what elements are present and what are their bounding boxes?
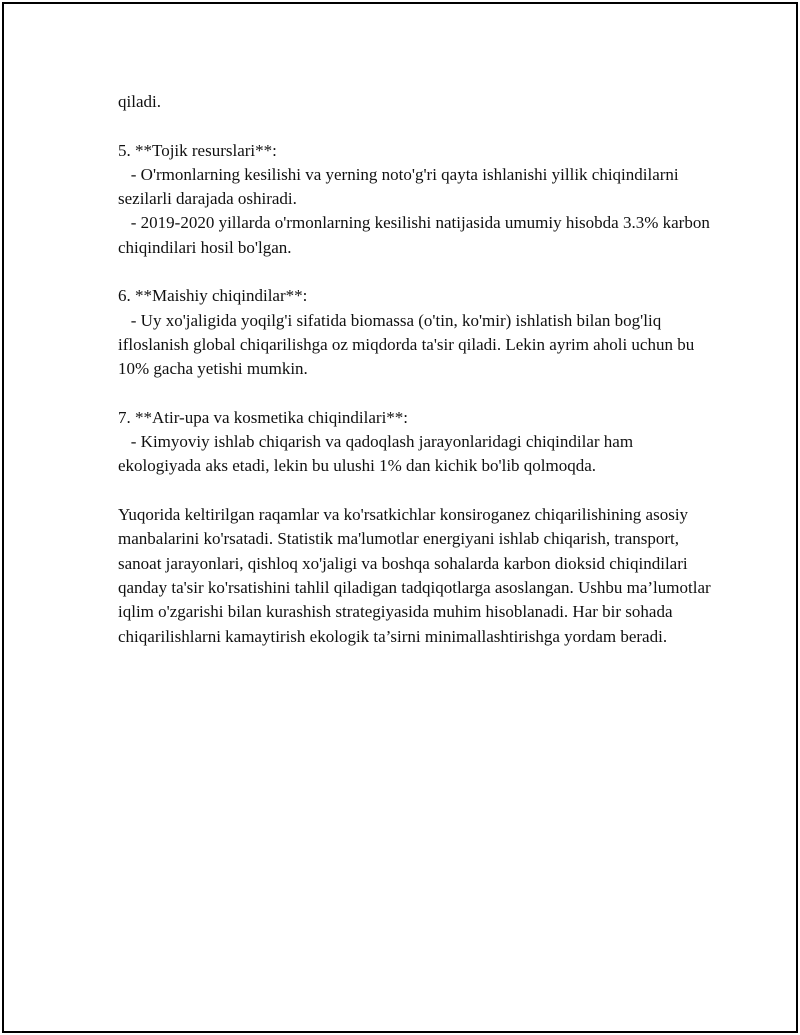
section-5-heading: 5. **Tojik resurslari**:	[118, 140, 277, 160]
paragraph-gap	[118, 479, 718, 503]
section-6-bullet-1: - Uy xo'jaligida yoqilg'i sifatida biomassa (o'tin, ko'mir) ishlatish bilan bog'liq ifloslanish global chiqarilishga oz miqdorda ta'sir qiladi. Lekin ayrim aholi uchun bu 10% gacha yetishi mumkin.	[118, 310, 699, 379]
paragraph-gap	[118, 114, 718, 138]
section-7-heading: 7. **Atir-upa va kosmetika chiqindilari**:	[118, 407, 409, 427]
section-6-heading: 6. **Maishiy chiqindilar**:	[118, 286, 308, 306]
conclusion-paragraph: Yuqorida keltirilgan raqamlar va ko'rsatkichlar konsiroganez chiqarilishining asosiy manbalarini ko'rsatadi. Statistik ma'lumotlar energiyani ishlab chiqarish, transport, sanoat jarayonlari, qishloq xo'jaligi va boshqa sohalarda karbon dioksid chiqindilari qanday ta'sir ko'rsatishini tahlil qiladigan tadqiqotlarga asoslangan. Ushbu ma’lumotlar iqlim o'zgarishi bilan kurashish strategiyasida muhim hisoblanadi. Har bir sohada chiqarilishlarni kamaytirish ekologik ta’sirni minimallashtirishga yordam beradi.	[118, 505, 715, 646]
section-7-bullet-1: - Kimyoviy ishlab chiqarish va qadoqlash jarayonlaridagi chiqindilar ham ekologiyada aks etadi, lekin bu ulushi 1% dan kichik bo'lib qolmoqda.	[118, 432, 638, 476]
section-5-bullet-1: - O'rmonlarning kesilishi va yerning noto'g'ri qayta ishlanishi yillik chiqindilarni sezilarli darajada oshiradi.	[118, 164, 683, 209]
continuation-text: qiladi.	[118, 92, 161, 111]
section-5-bullet-2: - 2019-2020 yillarda o'rmonlarning kesilishi natijasida umumiy hisobda 3.3% karbon chiqindilari hosil bo'lgan.	[118, 213, 715, 257]
document-body	[118, 90, 718, 649]
paragraph-gap	[118, 382, 718, 406]
paragraph-gap	[118, 260, 718, 284]
